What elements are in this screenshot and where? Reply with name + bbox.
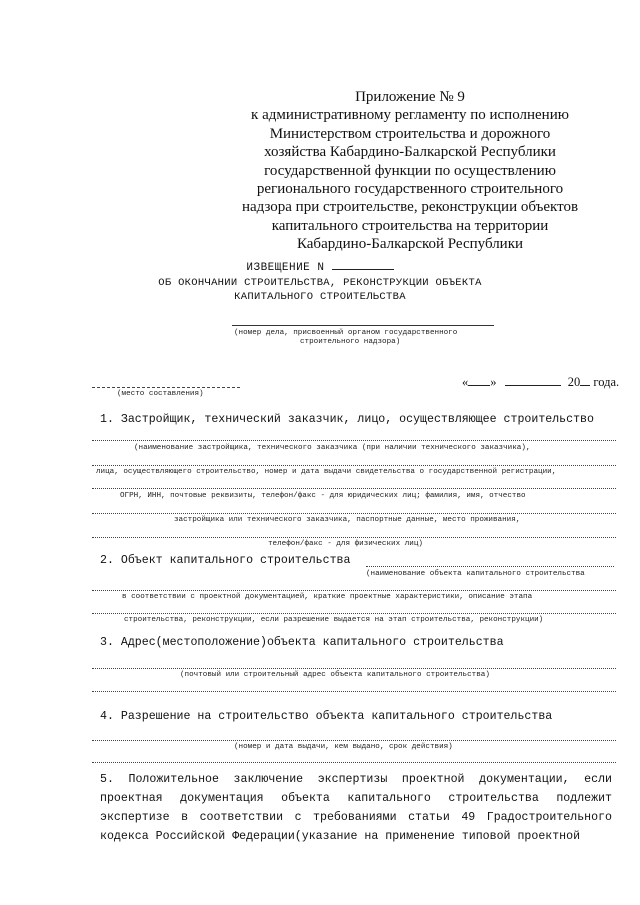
section-1-caption-4: застройщика или технического заказчика, паспортные данные, место проживания, [174,516,521,524]
section-2-line[interactable] [92,590,616,591]
section-4-line[interactable] [92,762,616,763]
case-number-line[interactable] [232,325,494,326]
section-2-caption-1: (наименование объекта капитального строительства [366,570,585,578]
notice-title-text: ИЗВЕЩЕНИЕ N [246,262,325,274]
case-number-caption-2: строительного надзора) [300,338,401,346]
section-1-line[interactable] [92,488,616,489]
section-4-title: 4. Разрешение на строительство объекта капитального строительства [100,710,553,723]
section-3-caption: (почтовый или строительный адрес объекта капитального строительства) [180,671,490,679]
section-1-title: 1. Застройщик, технический заказчик, лицо, осуществляющее строительство [100,413,594,426]
section-1-line[interactable] [92,513,616,514]
section-2-line[interactable] [92,613,616,614]
appendix-line: капитального строительства на территории [271,217,549,234]
section-2-line[interactable] [366,566,614,567]
section-2-caption-2: в соответствии с проектной документацией, краткие проектные характеристики, описание этапа [122,593,533,601]
date-line [462,373,619,390]
notice-number-field[interactable] [332,259,394,270]
appendix-line: надзора при строительстве, реконструкции объектов [241,199,579,216]
date-close-quote: » [490,375,497,389]
section-3-title: 3. Адрес(местоположение)объекта капитального строительства [100,636,504,649]
case-number-caption-1: (номер дела, присвоенный органом государственного [234,329,458,337]
section-2-title: 2. Объект капитального строительства [100,554,351,567]
section-1-line[interactable] [92,465,616,466]
date-open-quote: « [462,375,469,389]
section-2-caption-3: строительства, реконструкции, если разрешение выдается на этап строительства, реконструкции) [124,616,544,624]
appendix-line: Приложение № 9 [355,89,465,105]
appendix-header [200,88,620,254]
section-1-caption-3: ОГРН, ИНН, почтовые реквизиты, телефон/факс - для юридических лиц; фамилия, имя, отчество [120,492,526,500]
place-line[interactable] [92,387,240,388]
section-1-line[interactable] [92,440,616,441]
year-suffix: года. [590,375,620,389]
year-field[interactable] [580,373,590,386]
notice-title [0,259,640,274]
appendix-line: государственной функции по осуществлению [264,162,556,179]
appendix-line: хозяйства Кабардино-Балкарской Республики [264,144,556,161]
notice-subtitle-1: ОБ ОКОНЧАНИИ СТРОИТЕЛЬСТВА, РЕКОНСТРУКЦИИ ОБЪЕКТА [158,277,482,289]
place-caption: (место составления) [117,390,204,398]
section-1-line[interactable] [92,537,616,538]
section-4-line[interactable] [92,740,616,741]
month-field[interactable] [505,373,561,386]
section-3-line[interactable] [92,668,616,669]
day-field[interactable] [468,373,490,386]
section-1-caption-2: лица, осуществляющего строительство, номер и дата выдачи свидетельства о государственной регистрации, [96,468,557,476]
year-prefix: 20 [567,375,581,389]
section-4-caption: (номер и дата выдачи, кем выдано, срок действия) [234,743,453,751]
section-1-caption-5: телефон/факс - для физических лиц) [268,540,423,548]
appendix-line: к административному регламенту по исполнению [251,107,569,124]
appendix-line: Кабардино-Балкарской Республики [296,236,524,253]
notice-subtitle-2: КАПИТАЛЬНОГО СТРОИТЕЛЬСТВА [234,291,406,303]
section-5-paragraph: 5. Положительное заключение экспертизы проектной документации, если проектная документация объекта капитального строительства подлежит экспертизе в соответствии с требованиями статьи 49 Градостроительного кодекса Российской Федерации(указание на применение типовой проектной [100,773,612,843]
appendix-line: регионального государственного строительного [256,181,564,198]
section-3-line[interactable] [92,691,616,692]
appendix-line: Министерством строительства и дорожного [269,125,551,142]
section-1-caption-1: (наименование застройщика, технического заказчика (при наличии технического заказчика), [134,444,531,452]
